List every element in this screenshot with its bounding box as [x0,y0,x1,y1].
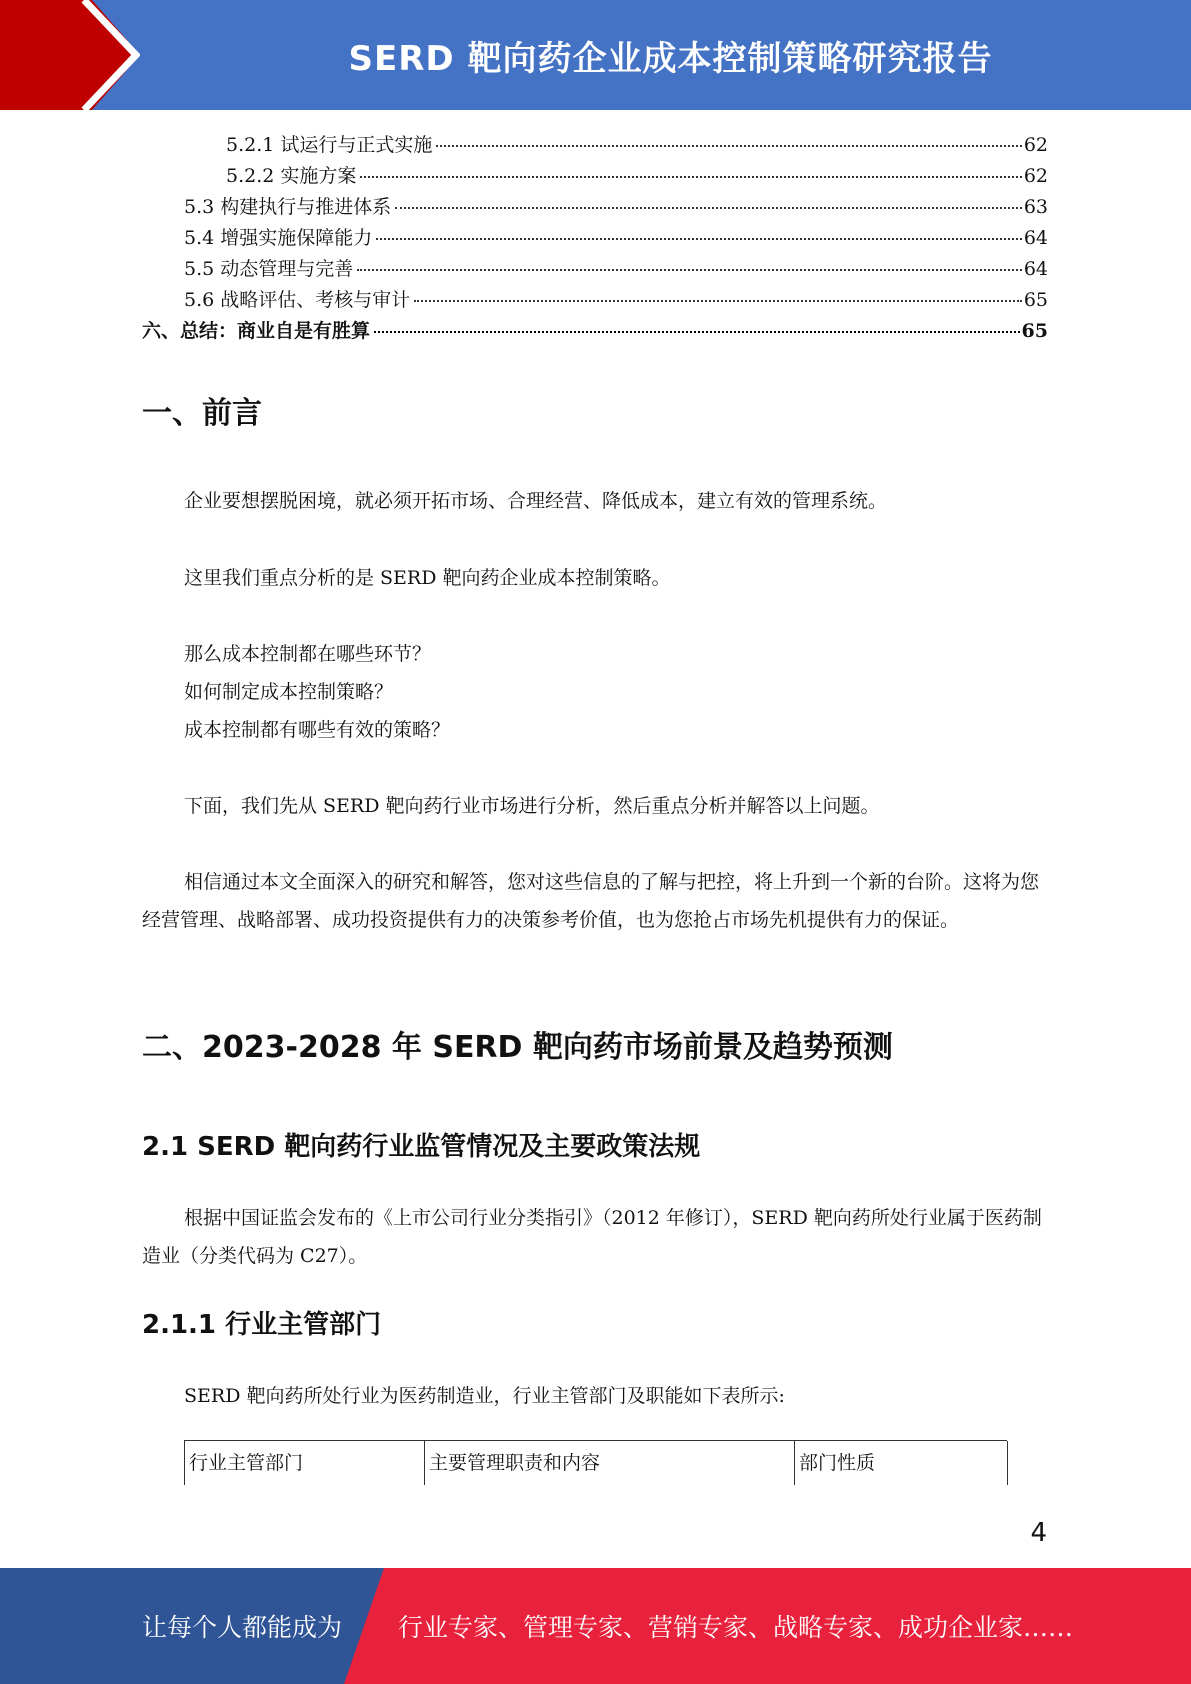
toc-leader-dots [414,300,1022,302]
toc-entry-page: 65 [1023,289,1048,311]
toc-entry-label: 5.2.1 试运行与正式实施 [226,134,433,156]
footer-slogan-left: 让每个人都能成为 [142,1613,343,1642]
paragraph: 这里我们重点分析的是 SERD 靶向药企业成本控制策略。 [184,567,671,589]
toc-leader-dots [374,331,1020,333]
toc-entry-label: 5.4 增强实施保障能力 [184,227,373,249]
toc-entry[interactable] [142,192,1048,223]
question-line: 那么成本控制都在哪些环节？ [184,643,432,665]
toc-entry[interactable] [142,285,1048,316]
table-header-cell: 部门性质 [794,1441,1008,1485]
table-header-cell: 行业主管部门 [184,1441,428,1485]
paragraph: SERD 靶向药所处行业为医药制造业，行业主管部门及职能如下表所示: [184,1385,785,1407]
toc-entry-page: 64 [1023,258,1048,280]
toc-entry[interactable] [142,130,1048,161]
toc-entry-page: 62 [1023,134,1048,156]
page-header [0,0,1191,110]
table-header-cell: 主要管理职责和内容 [424,1441,794,1485]
report-title: SERD 靶向药企业成本控制策略研究报告 [348,38,993,79]
toc-leader-dots [357,269,1022,271]
question-line: 如何制定成本控制策略？ [184,681,394,703]
subsection-heading: 2.1 SERD 靶向药行业监管情况及主要政策法规 [142,1132,701,1162]
toc-entry-page: 63 [1023,196,1048,218]
toc-leader-dots [395,207,1022,209]
header-red-arrow [0,0,140,110]
section-heading-preface: 一、前言 [142,396,262,431]
page-number: 4 [1030,1518,1047,1548]
toc-entry[interactable] [142,316,1048,347]
question-line: 成本控制都有哪些有效的策略？ [184,719,451,741]
footer-slogan-right: 行业专家、管理专家、营销专家、战略专家、成功企业家…… [398,1613,1074,1642]
paragraph: 相信通过本文全面深入的研究和解答，您对这些信息的了解与把控，将上升到一个新的台阶。这将为您经营管理、战略部署、成功投资提供有力的决策参考价值，也为您抢占市场先机提供有力的保证。 [142,871,1040,931]
table-of-contents [142,130,1048,347]
toc-entry-page: 64 [1023,227,1048,249]
toc-entry-page: 65 [1021,320,1048,342]
toc-leader-dots [360,176,1021,178]
section-heading-market-outlook: 二、2023-2028 年 SERD 靶向药市场前景及趋势预测 [142,1030,893,1065]
toc-entry-label: 5.2.2 实施方案 [226,165,357,187]
toc-entry[interactable] [142,223,1048,254]
toc-entry-label: 5.3 构建执行与推进体系 [184,196,392,218]
regulators-table [184,1440,1007,1485]
toc-entry-page: 62 [1023,165,1048,187]
paragraph: 企业要想摆脱困境，就必须开拓市场、合理经营、降低成本，建立有效的管理系统。 [184,490,888,512]
toc-entry-label: 六、总结：商业自是有胜算 [142,320,371,342]
toc-entry[interactable] [142,254,1048,285]
page-footer [0,1568,1191,1684]
toc-entry[interactable] [142,161,1048,192]
toc-entry-label: 5.5 动态管理与完善 [184,258,354,280]
subsection-heading: 2.1.1 行业主管部门 [142,1310,382,1340]
toc-entry-label: 5.6 战略评估、考核与审计 [184,289,411,311]
toc-leader-dots [376,238,1022,240]
paragraph: 下面，我们先从 SERD 靶向药行业市场进行分析，然后重点分析并解答以上问题。 [184,795,880,817]
toc-leader-dots [436,145,1021,147]
paragraph: 根据中国证监会发布的《上市公司行业分类指引》（2012 年修订），SERD 靶向药所处行业属于医药制造业（分类代码为 C27）。 [142,1207,1042,1267]
